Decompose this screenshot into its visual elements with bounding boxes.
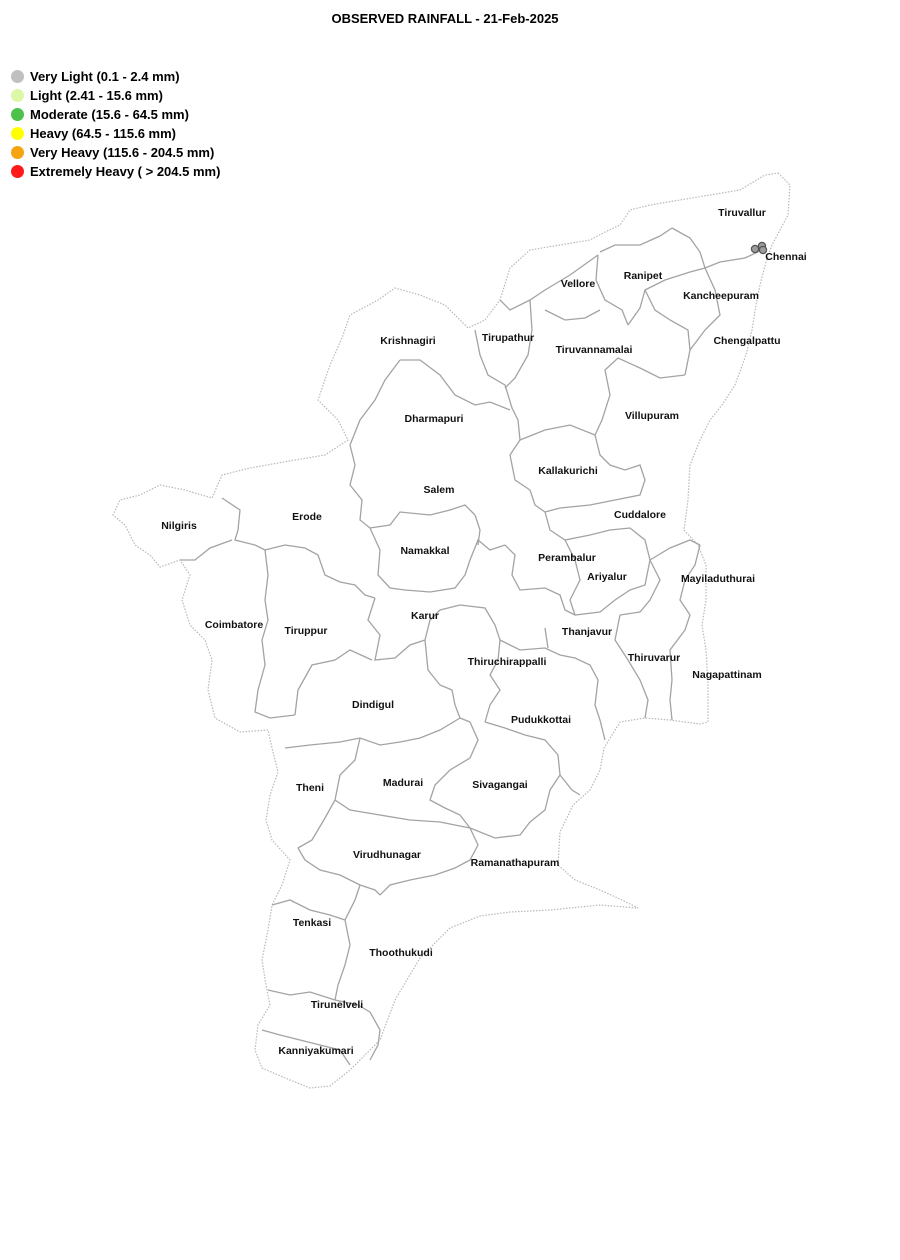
district-boundary — [430, 722, 478, 828]
district-label-vellore: Vellore — [560, 278, 596, 290]
district-boundary — [350, 445, 475, 528]
district-boundary — [335, 800, 470, 828]
district-label-kallakurichi: Kallakurichi — [538, 465, 598, 477]
district-boundary — [620, 560, 660, 615]
district-label-mayiladuthurai: Mayiladuthurai — [680, 573, 756, 585]
legend-label-heavy: Heavy (64.5 - 115.6 mm) — [30, 126, 176, 141]
district-boundary — [380, 828, 478, 895]
district-boundary — [370, 1012, 380, 1060]
district-label-perambalur: Perambalur — [538, 552, 596, 564]
district-label-karur: Karur — [410, 610, 440, 622]
district-label-nagapattinam: Nagapattinam — [692, 669, 762, 681]
district-boundary — [180, 540, 232, 560]
district-boundary — [222, 498, 265, 550]
district-boundaries — [180, 228, 762, 1065]
district-label-coimbatore: Coimbatore — [204, 619, 264, 631]
district-label-cuddalore: Cuddalore — [614, 509, 666, 521]
legend-label-moderate: Moderate (15.6 - 64.5 mm) — [30, 107, 189, 122]
legend-label-extremely-heavy: Extremely Heavy ( > 204.5 mm) — [30, 164, 221, 179]
district-boundary — [615, 615, 648, 718]
district-boundary — [368, 598, 425, 660]
district-label-kancheepuram: Kancheepuram — [683, 290, 759, 302]
district-boundary — [370, 528, 505, 592]
district-label-ariyalur: Ariyalur — [587, 571, 627, 583]
district-label-pudukkottai: Pudukkottai — [510, 714, 572, 726]
district-boundary — [545, 628, 548, 648]
district-label-nilgiris: Nilgiris — [161, 520, 197, 532]
district-label-tirupathur: Tirupathur — [481, 332, 535, 344]
district-boundary — [285, 718, 460, 748]
district-boundary — [545, 310, 600, 320]
district-boundary — [265, 545, 375, 598]
district-label-tiruvallur: Tiruvallur — [718, 207, 766, 219]
district-label-villupuram: Villupuram — [624, 410, 680, 422]
district-label-thiruchirappalli: Thiruchirappalli — [467, 656, 547, 668]
district-label-dindigul: Dindigul — [352, 699, 394, 711]
legend-label-light: Light (2.41 - 15.6 mm) — [30, 88, 163, 103]
district-label-krishnagiri: Krishnagiri — [380, 335, 436, 347]
district-label-thiruvarur: Thiruvarur — [627, 652, 681, 664]
district-boundary — [685, 268, 720, 375]
station-marker — [751, 245, 758, 252]
district-label-tiruvannamalai: Tiruvannamalai — [555, 344, 633, 356]
district-boundary — [350, 360, 400, 445]
district-boundary — [596, 255, 628, 325]
district-boundary — [505, 300, 532, 388]
district-label-theni: Theni — [296, 782, 324, 794]
district-label-sivagangai: Sivagangai — [472, 779, 528, 791]
district-label-ramanathapuram: Ramanathapuram — [470, 857, 560, 869]
district-labels — [161, 207, 807, 1057]
district-boundary — [425, 640, 470, 722]
district-label-tirunelveli: Tirunelveli — [310, 999, 364, 1011]
district-boundary — [530, 490, 650, 560]
district-label-virudhunagar: Virudhunagar — [352, 849, 422, 861]
district-boundary — [485, 640, 500, 722]
district-label-namakkal: Namakkal — [400, 545, 450, 557]
district-label-thanjavur: Thanjavur — [561, 626, 613, 638]
district-boundary — [400, 360, 510, 410]
district-label-kanniyakumari: Kanniyakumari — [278, 1045, 354, 1057]
district-label-erode: Erode — [292, 511, 322, 523]
district-label-ranipet: Ranipet — [623, 270, 663, 282]
legend-label-very-heavy: Very Heavy (115.6 - 204.5 mm) — [30, 145, 215, 160]
district-boundary — [335, 885, 360, 1000]
district-boundary — [595, 358, 685, 435]
district-boundary — [520, 425, 595, 440]
district-boundary — [670, 545, 700, 720]
legend-label-very-light: Very Light (0.1 - 2.4 mm) — [30, 69, 180, 84]
district-label-tiruppur: Tiruppur — [284, 625, 328, 637]
district-boundary — [510, 420, 530, 490]
map-title: OBSERVED RAINFALL - 21-Feb-2025 — [331, 11, 559, 26]
district-boundary — [672, 228, 762, 268]
district-label-chennai: Chennai — [765, 251, 807, 263]
district-boundary — [650, 540, 700, 560]
district-label-tenkasi: Tenkasi — [292, 917, 332, 929]
district-label-salem: Salem — [423, 484, 455, 496]
district-label-dharmapuri: Dharmapuri — [404, 413, 464, 425]
district-label-chengalpattu: Chengalpattu — [713, 335, 781, 347]
district-label-thoothukudi: Thoothukudi — [369, 947, 433, 959]
district-label-madurai: Madurai — [382, 777, 424, 789]
district-boundary — [600, 228, 672, 252]
